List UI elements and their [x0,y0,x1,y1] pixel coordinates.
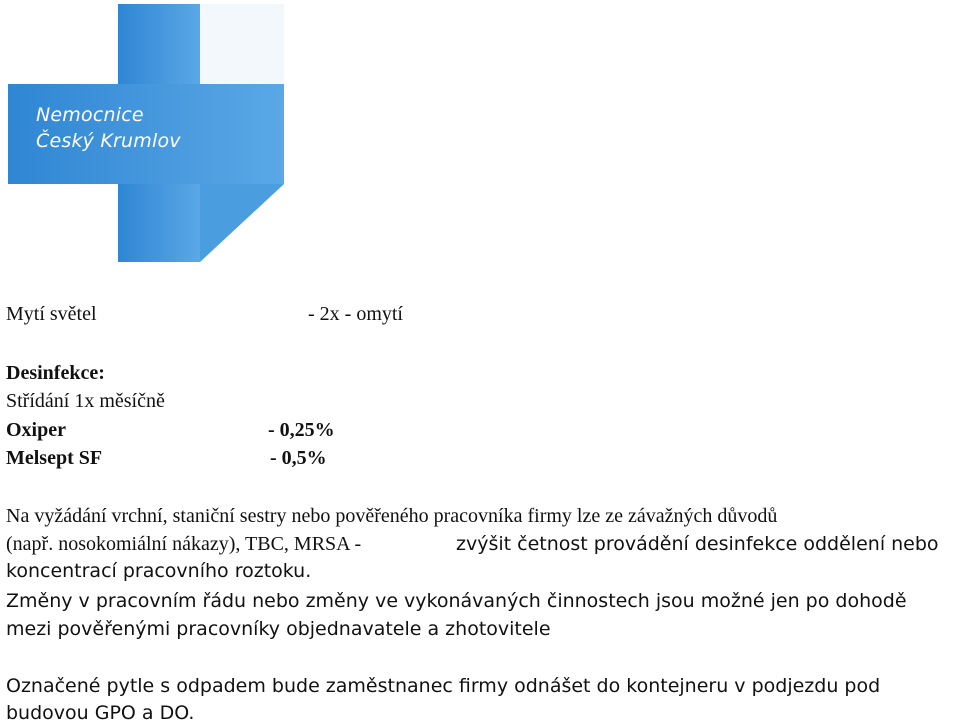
paragraph1-line3: koncentrací pracovního roztoku. [6,560,312,582]
paragraph3-line1: Označené pytle s odpadem bude zaměstnanec firmy odnášet do kontejneru v podjezdu pod [6,675,881,697]
product-concentration-oxiper: - 0,25% [268,419,335,441]
logo-text-line2: Český Krumlov [36,130,181,152]
paragraph2-line2: mezi pověřenými pracovníky objednavatele a zhotovitele [6,618,551,640]
desinfekce-frequency: Střídání 1x měsíčně [6,390,165,412]
paragraph2-line1: Změny v pracovním řádu nebo změny ve vykonávaných činnostech jsou možné jen po dohodě [6,590,907,612]
desinfekce-heading: Desinfekce: [6,362,105,384]
myti-label: Mytí světel [6,303,97,325]
logo-text-line1: Nemocnice [36,104,144,126]
product-name-oxiper: Oxiper [6,419,66,441]
paragraph3-line2: budovou GPO a DO. [6,702,195,724]
paragraph1-line2b: zvýšit četnost provádění desinfekce oddělení nebo [456,533,939,555]
paragraph1-line1: Na vyžádání vrchní, staniční sestry nebo pověřeného pracovníka firmy lze ze závažných důvodů [6,505,778,527]
myti-value: - 2x - omytí [308,303,403,325]
hospital-logo [0,0,290,270]
paragraph1-line2a: (např. nosokomiální nákazy), TBC, MRSA - [6,533,362,555]
product-name-melsept: Melsept SF [6,447,103,469]
product-concentration-melsept: - 0,5% [270,447,327,469]
